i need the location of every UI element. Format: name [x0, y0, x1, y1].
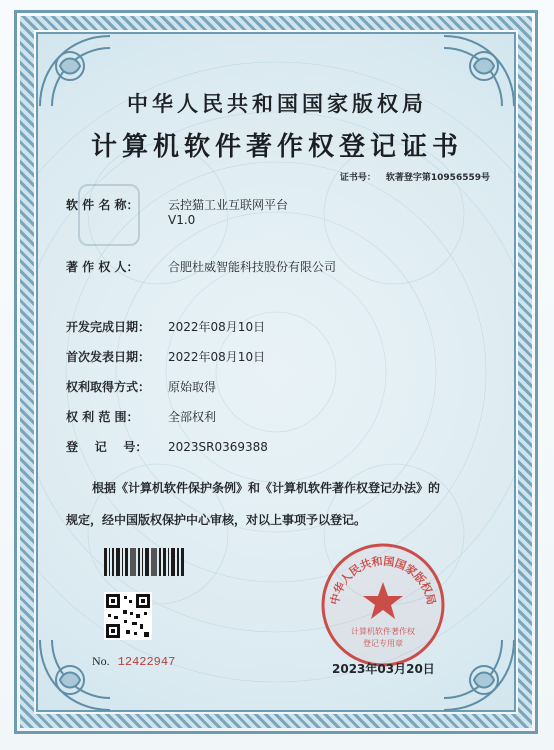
scope-value: 全部权利 — [168, 410, 217, 424]
owner-label: 著 作 权 人： — [66, 260, 139, 274]
serial-number-value: 12422947 — [117, 655, 176, 669]
reg-no-value: 2023SR0369388 — [168, 440, 268, 454]
issue-date: 2023年03月20日 — [332, 662, 435, 676]
scope-label: 权 利 范 围： — [66, 410, 139, 424]
seal-inner-line-2: 登记专用章 — [363, 639, 403, 648]
reg-no-label: 登 记 号： — [66, 440, 148, 454]
official-seal-icon — [318, 540, 448, 670]
watermark-logo-icon — [78, 184, 140, 246]
issuer-title: 中华人民共和国国家版权局 — [127, 91, 427, 116]
reg-no-row — [66, 438, 268, 455]
acquire-value: 原始取得 — [168, 380, 217, 394]
statement-line-1: 根据《计算机软件保护条例》和《计算机软件著作权登记办法》的 — [92, 481, 441, 495]
corner-ornament-icon — [30, 628, 122, 720]
software-name-value: 云控猫工业互联网平台 — [168, 198, 289, 212]
dev-date-row — [66, 318, 265, 335]
seal-ring-text: 中华人民共和国国家版权局 — [328, 554, 438, 607]
acquire-label: 权利取得方式： — [66, 380, 151, 394]
owner-value: 合肥杜威智能科技股份有限公司 — [168, 260, 337, 274]
dev-date-value: 2022年08月10日 — [168, 320, 266, 334]
software-name-row — [66, 196, 288, 213]
pub-date-label: 首次发表日期： — [66, 350, 151, 364]
statement-line-2: 规定，经中国版权保护中心审核，对以上事项予以登记。 — [66, 513, 367, 527]
qr-code-icon — [104, 592, 152, 640]
barcode-icon — [104, 548, 184, 576]
dev-date-label: 开发完成日期： — [66, 320, 151, 334]
certificate-title: 计算机软件著作权登记证书 — [90, 132, 463, 162]
serial-number-label: No. — [92, 654, 110, 668]
scope-row — [66, 408, 216, 425]
pub-date-value: 2022年08月10日 — [168, 350, 266, 364]
certificate-number — [340, 170, 490, 183]
certificate-number-label: 证书号： — [339, 173, 376, 183]
software-name-label: 软 件 名 称： — [66, 198, 139, 212]
owner-row — [66, 258, 336, 275]
pub-date-row — [66, 348, 265, 365]
certificate-number-value: 软著登字第10956559号 — [385, 173, 490, 183]
serial-number — [92, 654, 175, 669]
software-version: V1.0 — [168, 213, 196, 227]
acquire-row — [66, 378, 216, 395]
seal-inner-line-1: 计算机软件著作权 — [351, 627, 415, 636]
